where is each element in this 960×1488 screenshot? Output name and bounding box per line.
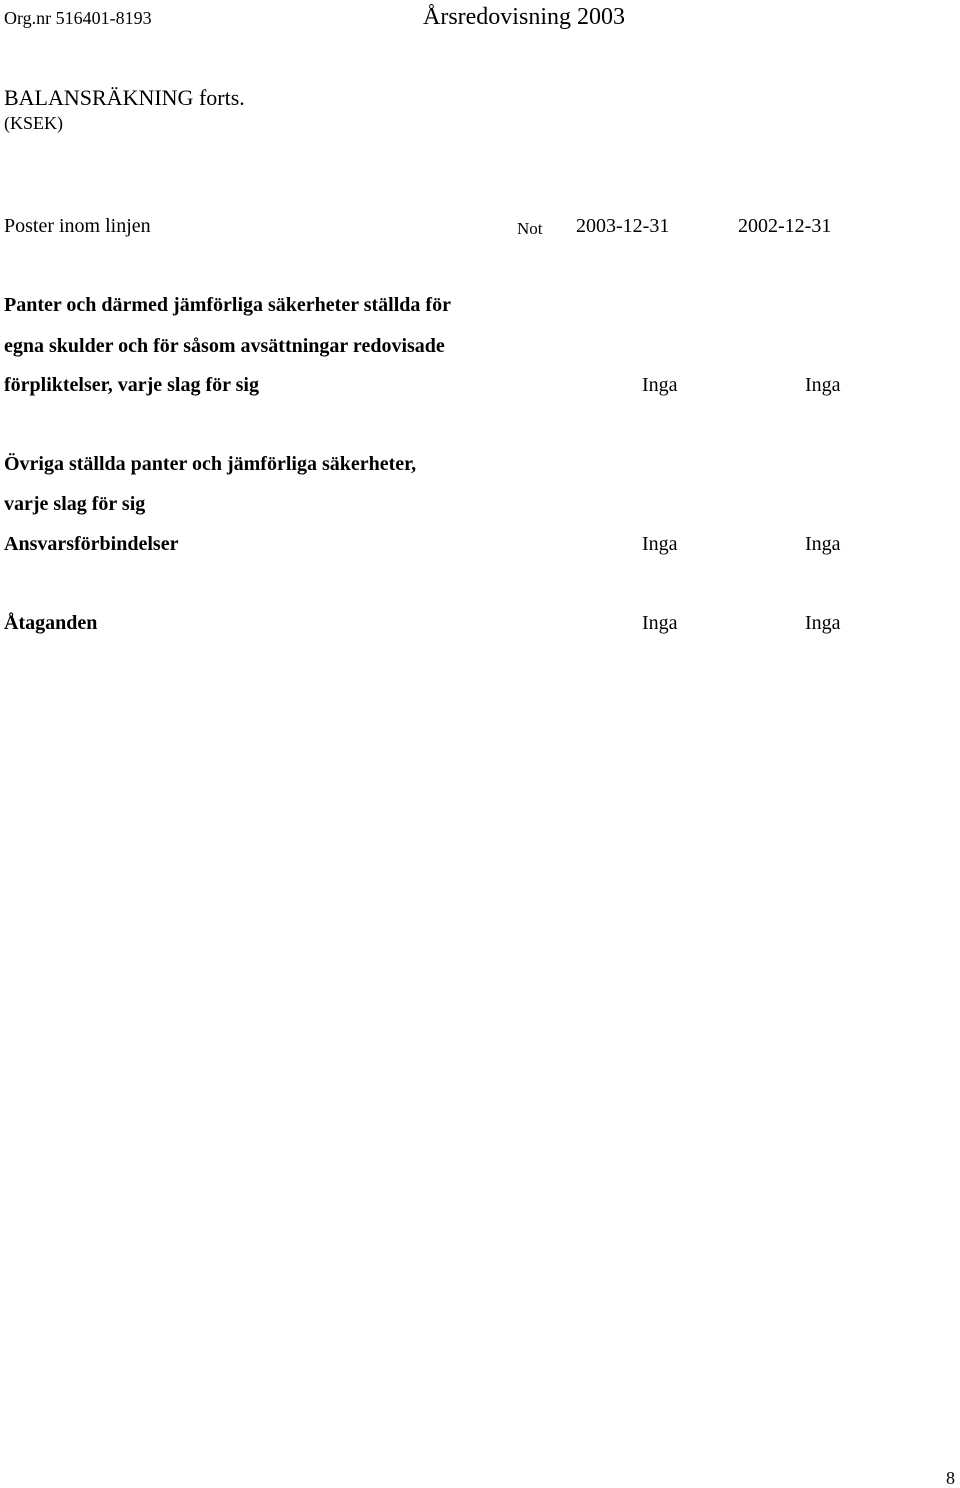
unit-label: (KSEK) bbox=[4, 113, 63, 133]
row-label-line: egna skulder och för såsom avsättningar redovisade bbox=[4, 335, 445, 357]
row-label-line: Panter och därmed jämförliga säkerheter ställda för bbox=[4, 294, 451, 316]
page-number: 8 bbox=[946, 1468, 955, 1488]
row-label-line: förpliktelser, varje slag för sig bbox=[4, 374, 259, 396]
row-label-line: varje slag för sig bbox=[4, 493, 146, 515]
value-2003: Inga bbox=[642, 612, 678, 634]
column-header-2003: 2003-12-31 bbox=[576, 215, 670, 237]
column-header-note: Not bbox=[517, 219, 543, 238]
document-title: Årsredovisning 2003 bbox=[423, 4, 625, 30]
column-header-2002: 2002-12-31 bbox=[738, 215, 832, 237]
value-2002: Inga bbox=[805, 374, 841, 396]
org-number: Org.nr 516401-8193 bbox=[4, 8, 152, 28]
row-label-line: Åtaganden bbox=[4, 612, 98, 634]
row-label-line: Övriga ställda panter och jämförliga säkerheter, bbox=[4, 453, 417, 475]
value-2002: Inga bbox=[805, 612, 841, 634]
value-2003: Inga bbox=[642, 533, 678, 555]
row-label-line: Ansvarsförbindelser bbox=[4, 533, 179, 555]
value-2003: Inga bbox=[642, 374, 678, 396]
section-title: BALANSRÄKNING forts. bbox=[4, 85, 245, 110]
column-header-label: Poster inom linjen bbox=[4, 215, 151, 237]
value-2002: Inga bbox=[805, 533, 841, 555]
